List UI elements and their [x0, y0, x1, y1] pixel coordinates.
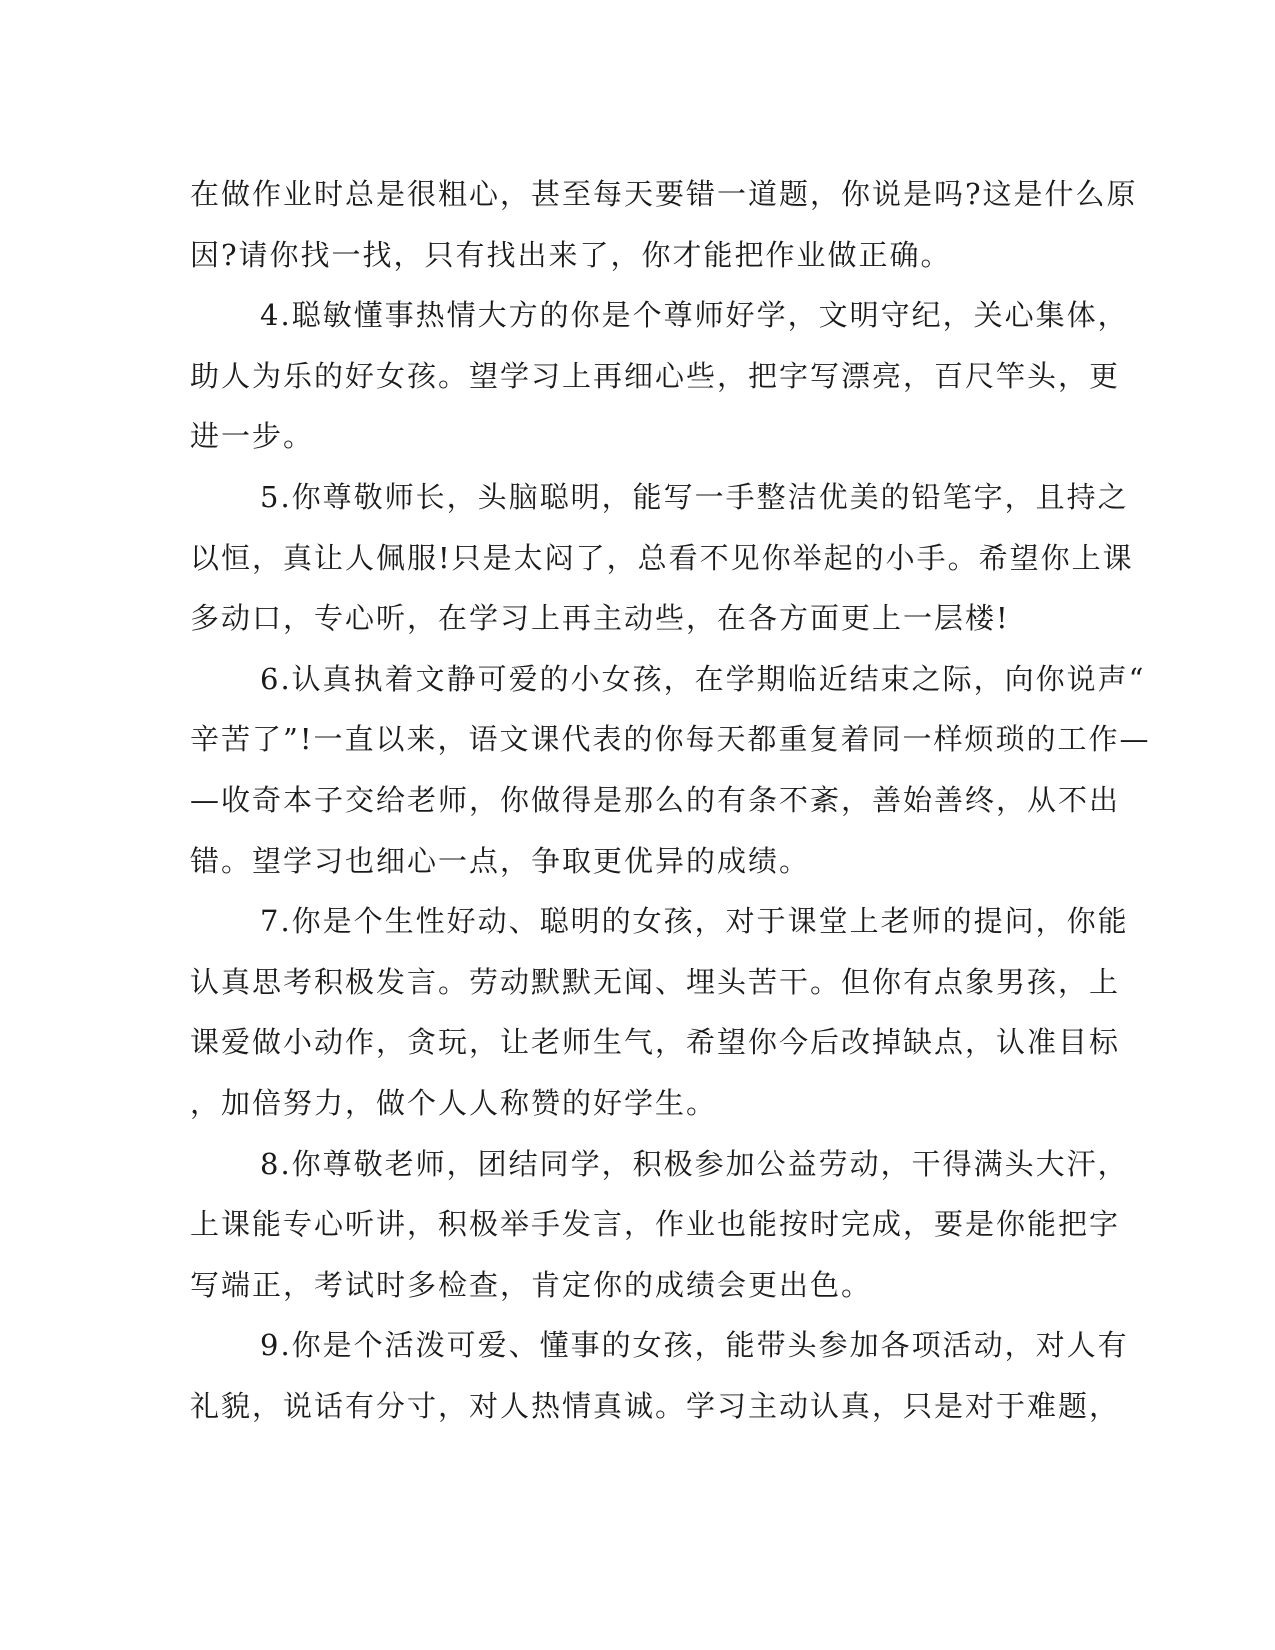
text-line: ，加倍努力，做个人人称赞的好学生。 — [190, 1085, 718, 1120]
paragraph-start-line: 7.你是个生性好动、聪明的女孩，对于课堂上老师的提问，你能 — [260, 904, 1129, 939]
text-line: 在做作业时总是很粗心，甚至每天要错一道题，你说是吗?这是什么原 — [190, 177, 1138, 211]
text-line: 因?请你找一找，只有找出来了，你才能把作业做正确。 — [190, 237, 952, 272]
paragraph-start-line: 5.你尊敬师长，头脑聪明，能写一手整洁优美的铅笔字，且持之 — [260, 479, 1129, 514]
text-line: 课爱做小动作，贪玩，让老师生气，希望你今后改掉缺点，认准目标 — [190, 1025, 1121, 1060]
paragraph-start-line: 6.认真执着文静可爱的小女孩，在学期临近结束之际，向你说声“ — [260, 661, 1146, 696]
text-line: 上课能专心听讲，积极举手发言，作业也能按时完成，要是你能把字 — [190, 1207, 1121, 1242]
text-line: 进一步。 — [190, 419, 315, 454]
paragraph-start-line: 4.聪敏懂事热情大方的你是个尊师好学，文明守纪，关心集体， — [260, 298, 1129, 333]
paragraph-start-line: 8.你尊敬老师，团结同学，积极参加公益劳动，干得满头大汗， — [260, 1146, 1129, 1181]
text-line: 礼貌，说话有分寸，对人热情真诚。学习主动认真，只是对于难题， — [190, 1388, 1121, 1423]
text-line: 助人为乐的好女孩。望学习上再细心些，把字写漂亮，百尺竿头，更 — [190, 358, 1121, 393]
text-line: 写端正，考试时多检查，肯定你的成绩会更出色。 — [190, 1267, 873, 1302]
text-line: 错。望学习也细心一点，争取更优异的成绩。 — [190, 843, 811, 878]
text-line: 辛苦了”!一直以来，语文课代表的你每天都重复着同一样烦琐的工作— — [190, 722, 1151, 757]
document-body — [190, 164, 1151, 1436]
text-line: 认真思考积极发言。劳动默默无闻、埋头苦干。但你有点象男孩，上 — [190, 964, 1121, 999]
text-line: —收奇本子交给老师，你做得是那么的有条不紊，善始善终，从不出 — [190, 782, 1121, 817]
text-line: 以恒，真让人佩服!只是太闷了，总看不见你举起的小手。希望你上课 — [190, 540, 1134, 575]
paragraph-start-line: 9.你是个活泼可爱、懂事的女孩，能带头参加各项活动，对人有 — [260, 1328, 1129, 1363]
text-line: 多动口，专心听，在学习上再主动些，在各方面更上一层楼! — [190, 601, 1010, 636]
